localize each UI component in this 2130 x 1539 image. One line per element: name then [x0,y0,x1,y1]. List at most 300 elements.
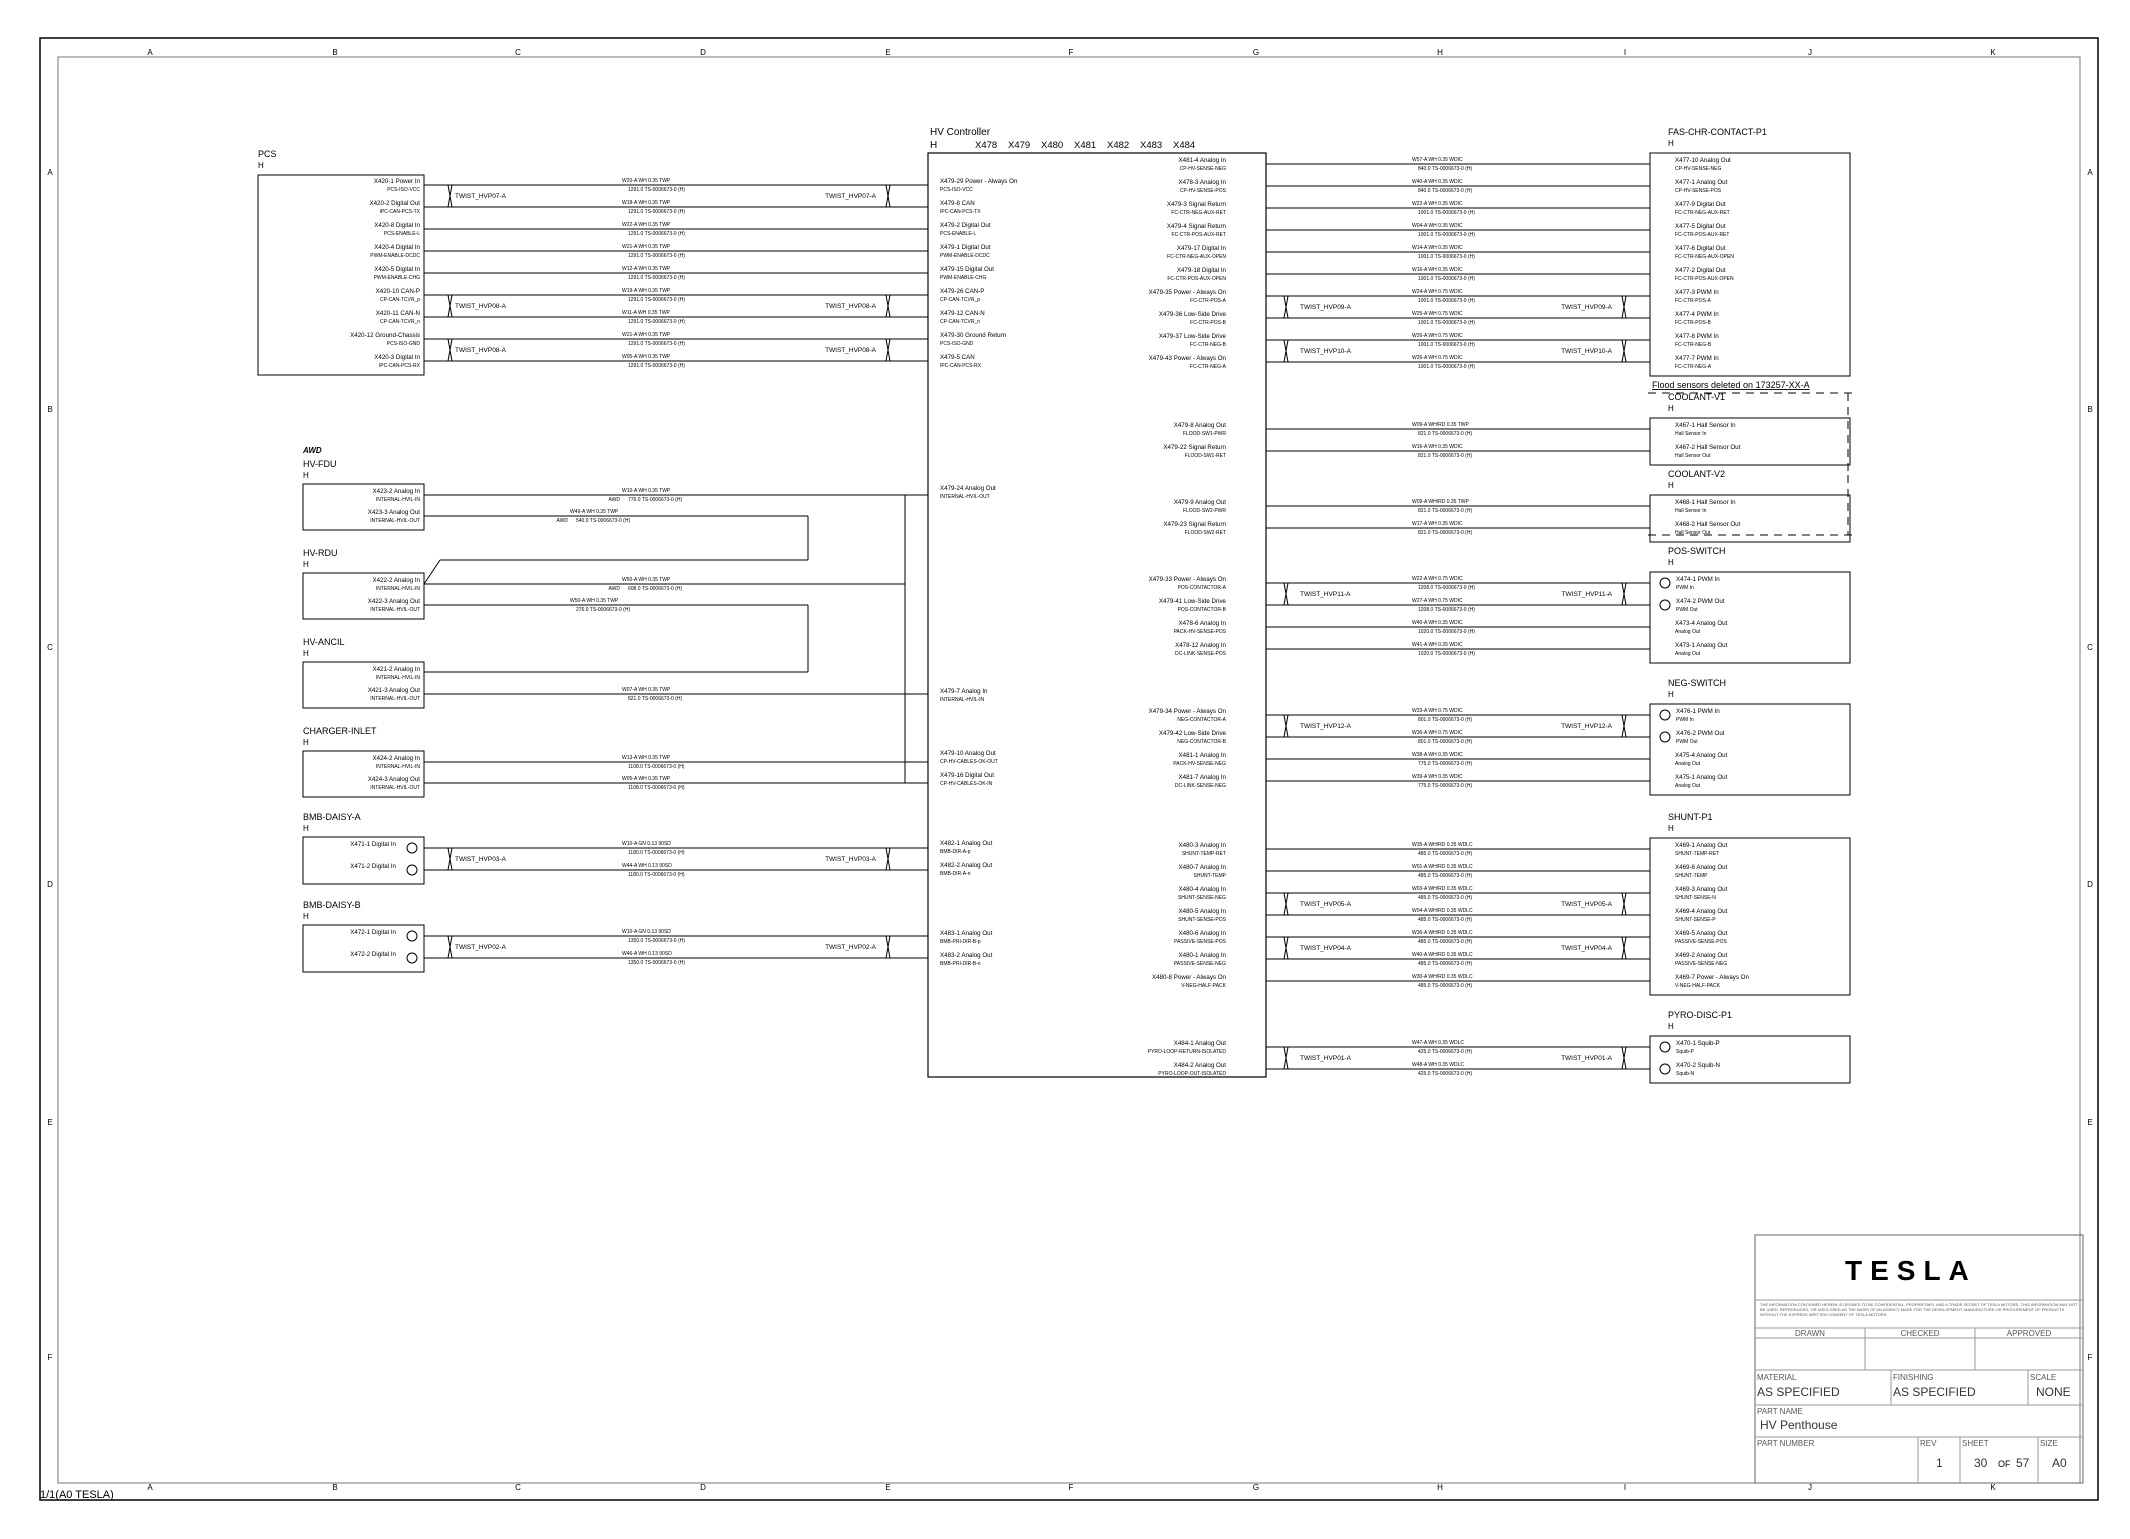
connector-X484: X484 [1173,140,1196,151]
pin-signal: Hall Sensor In [1675,431,1707,437]
connector-X482: X482 [1107,140,1130,151]
wire-part: 540.0 TS-0006673-0 (H) [576,518,631,524]
component-name: COOLANT-V1 [1668,392,1726,402]
wire-code: W16-A WH 0.35 WDIC [1412,267,1463,273]
zone-col-top-D: D [700,48,706,57]
pin-signal: FC-CTR-NEG-B [1675,342,1712,348]
wire-code: W12-A WH 0.35 TWP [622,266,671,272]
wire-code: W40-A WH/RD 0.35 WDLC [1412,952,1473,958]
hvc-left-pin-signal: INTERNAL-HVIL-OUT [940,494,990,500]
hvc-left-pin-name: X479-2 Digital Out [940,222,991,229]
zone-col-bottom-D: D [700,1483,706,1492]
twist-label: TWIST_HVP12-A [1561,723,1612,730]
part-number-label: PART NUMBER [1757,1439,1815,1448]
zone-row-left-C: C [47,643,53,652]
wire-part: 1180.0 TS-0006673-0 (H) [628,850,685,856]
component-coolant-v1 [1650,392,1850,465]
zone-col-bottom-F: F [1068,1483,1074,1492]
finishing-label: FINISHING [1893,1373,1934,1382]
wires [424,157,1650,1077]
wire-code: W21-A WH 0.35 TWP [622,244,671,250]
wire-part: 1291.0 TS-0006673-0 (H) [628,209,685,215]
zone-col-top-C: C [515,48,521,57]
pin-name: X477-8 PWM In [1675,333,1719,340]
wire-part: 1208.0 TS-0006673-0 (H) [1418,607,1475,613]
wire-part: 821.0 TS-0006673-0 (H) [1418,508,1473,514]
pin-signal: CP-HV-SENSE-POS [1675,188,1722,194]
component-pos-switch [1650,546,1850,663]
pin-signal: CP-CAN-TCVR_n [379,319,420,325]
component-coolant-v2 [1650,469,1850,542]
wire-part: 1291.0 TS-0006673-0 (H) [628,187,685,193]
hvc-right-pin-signal: SHUNT-SENSE-NEG [1177,895,1226,901]
hvc-left-pin-name: X482-1 Analog Out [940,840,993,847]
pin-name: X474-2 PWM Out [1676,598,1725,605]
wire-part: 1108.0 TS-0006673-0 (H) [628,785,685,791]
hvc-right-pin-name: X479-35 Power - Always On [1148,289,1226,296]
pin-signal: INTERNAL-HVIL-OUT [370,785,420,791]
zone-col-top-A: A [147,48,153,57]
pin-signal: SHUNT-SENSE-N [1675,895,1716,901]
wire-code: W33-A WH 0.75 WDIC [1412,708,1463,714]
wire-part: 1350.0 TS-0006673-0 (H) [628,960,685,966]
hvc-left-pin-signal: BMB-DIR-A-n [940,871,971,877]
wire-part: 821.0 TS-0006673-0 (H) [1418,530,1473,536]
hvc-left-pin-name: X483-1 Analog Out [940,930,993,937]
outer-frame [40,38,2098,1500]
pin-signal: SHUNT-SENSE-P [1675,917,1716,923]
hvc-left-pin-signal: CP-HV-CABLES-OK-IN [940,781,993,787]
pin-signal: PWM In [1676,717,1694,723]
hvc-left-pin-signal: INTERNAL-HVIL-IN [940,697,985,703]
hvc-right-pin-name: X479-34 Power - Always On [1148,708,1226,715]
hv-controller-block [928,127,1266,1077]
hvc-right-pin-name: X479-41 Low-Side Drive [1158,598,1226,605]
hvc-left-pin-signal: PCS-ENABLE-L [940,231,977,237]
hvc-right-pin-signal: NEG-CONTACTOR-A [1177,717,1226,723]
pin-signal: Squib-N [1676,1071,1695,1077]
pin-name: X477-7 PWM In [1675,355,1719,362]
pin-signal: PWM Out [1676,739,1698,745]
pin-name: X477-2 Digital Out [1675,267,1726,274]
connector-X479: X479 [1008,140,1031,151]
pin-terminal-circle [1660,1064,1670,1074]
component-name: HV-RDU [303,548,338,558]
hvc-right-pin-name: X479-36 Low-Side Drive [1158,311,1226,318]
wire-code: W07-A WH 0.35 TWP [622,687,671,693]
approved-label: APPROVED [2006,1329,2052,1338]
twist-label: TWIST_HVP09-A [1561,304,1612,311]
wire-code: W04-A WH 0.35 WDIC [1412,223,1463,229]
component-charger-inlet [303,726,424,797]
pin-name: X420-11 CAN-N [375,310,420,317]
inner-frame [58,57,2080,1483]
wire-part: 821.0 TS-0006673-0 (H) [1418,431,1473,437]
twist-label: TWIST_HVP02-A [825,944,876,951]
pin-name: X477-3 PWM In [1675,289,1719,296]
hvc-left-pin-signal: PCS-ISO-GND [940,341,974,347]
twist-label: TWIST_HVP03-A [455,856,506,863]
wire-code: W10-A GN 0.13 90SD [622,841,671,847]
wire-code: W20-A WH 0.35 TWP [622,178,671,184]
pin-name: X473-4 Analog Out [1675,620,1728,627]
pin-signal: PCS-ISO-VCC [387,187,420,193]
component-name: NEG-SWITCH [1668,678,1726,688]
zone-col-bottom-I: I [1623,1483,1627,1492]
zone-row-left-B: B [47,405,53,414]
hvc-right-pin-name: X479-22 Signal Return [1163,444,1226,451]
component-bmb-daisy-b [303,900,424,972]
wire-part: 485.0 TS-0006673-0 (H) [1418,895,1473,901]
twist-label: TWIST_HVP02-A [455,944,506,951]
zone-col-bottom-G: G [1252,1483,1260,1492]
wire-part: 1001.0 TS-0006673-0 (H) [1418,298,1475,304]
pin-name: X469-3 Analog Out [1675,886,1728,893]
pin-signal: INTERNAL-HVIL-IN [375,675,420,681]
hvc-right-pin-signal: POS-CONTACTOR-B [1177,607,1226,613]
hvc-right-pin-name: X480-7 Analog In [1178,864,1226,871]
finishing-value: AS SPECIFIED [1893,1385,1976,1399]
hvc-right-pin-name: X479-4 Signal Return [1166,223,1226,230]
wire-part: 1108.0 TS-0006673-0 (H) [628,764,685,770]
hvc-right-pin-signal: FC-CTR-NEG-AUX-RET [1171,210,1226,216]
rev-value: 1 [1936,1456,1943,1470]
wire-part: 485.0 TS-0006673-0 (H) [1418,851,1473,857]
pin-name: X469-5 Analog Out [1675,930,1728,937]
hvc-right-pin-signal: FC-CTR-NEG-AUX-OPEN [1167,254,1226,260]
wire-part: 485.0 TS-0006673-0 (H) [1418,873,1473,879]
pin-name: X467-2 Hall Sensor Out [1675,444,1741,451]
size-label: SIZE [2040,1439,2058,1448]
hvc-right-pin-name: X478-12 Analog In [1175,642,1226,649]
hvc-right-pin-name: X480-1 Analog In [1178,952,1226,959]
size-value: A0 [2052,1456,2067,1470]
hvc-right-pin-name: X479-37 Low-Side Drive [1158,333,1226,340]
hvc-left-pin-name: X479-1 Digital Out [940,244,991,251]
pin-name: X477-6 Digital Out [1675,245,1726,252]
pin-signal: INTERNAL-HVIL-IN [375,586,420,592]
component-sub: H [303,912,309,921]
component-sub: H [1668,404,1674,413]
hvc-left-pin-name: X479-26 CAN-P [940,288,985,295]
zone-col-bottom-B: B [332,1483,338,1492]
hvc-right-pin-signal: NEG-CONTACTOR-B [1177,739,1226,745]
pin-signal: INTERNAL-HVIL-IN [375,764,420,770]
wire-code: W26-A WH 0.75 WDIC [1412,333,1463,339]
hvc-left-pin-signal: CP-HV-CABLES-OK-OUT [940,759,998,765]
hvc-right-pin-signal: FLOOD-SW2-PWR [1182,508,1226,514]
hvc-left-pin-signal: PWM-ENABLE-CHG [940,275,987,281]
component-sub: H [1668,558,1674,567]
hvc-right-pin-signal: FC-CTR-POS-A [1190,298,1226,304]
component-name: CHARGER-INLET [303,726,377,736]
zone-col-bottom-C: C [515,1483,521,1492]
component-hv-rdu [303,548,424,619]
zone-col-bottom-H: H [1437,1483,1443,1492]
zone-col-bottom-E: E [885,1483,891,1492]
hvc-right-pin-name: X479-42 Low-Side Drive [1158,730,1226,737]
wire-code: W24-A WH 0.75 WDIC [1412,289,1463,295]
pin-name: X420-1 Power In [373,178,420,185]
hvc-left-pin-name: X479-16 Digital Out [940,772,994,779]
hvc-right-pin-signal: SHUNT-SENSE-POS [1178,917,1226,923]
pin-terminal-circle [1660,1042,1670,1052]
hvc-right-pin-name: X479-8 Analog Out [1173,422,1226,429]
wire-part: 1001.0 TS-0006673-0 (H) [1418,276,1475,282]
hvc-right-pin-name: X480-3 Analog In [1178,842,1226,849]
twist-label: TWIST_HVP12-A [1300,723,1351,730]
wire-part: 1208.0 TS-0006673-0 (H) [1418,585,1475,591]
hvc-right-pin-signal: PYRO-LOOP-RETURN-ISOLATED [1147,1049,1226,1055]
hvc-right-pin-signal: V-NEG-HALF-PACK [1181,983,1226,989]
zone-row-left-F: F [47,1353,53,1362]
hvc-right-pin-signal: PASSIVE-SENSE-NEG [1173,961,1226,967]
component-name: POS-SWITCH [1668,546,1726,556]
pin-signal: INTERNAL-HVIL-IN [375,497,420,503]
pin-signal: INTERNAL-HVIL-OUT [370,518,420,524]
component-name: SHUNT-P1 [1668,812,1713,822]
hv-controller-left-pins [940,178,1018,967]
hvc-right-pin-signal: FLOOD-SW2-RET [1184,530,1226,536]
pin-signal: IPC-CAN-PCS-TX [379,209,420,215]
component-neg-switch [1650,678,1850,795]
scale-label: SCALE [2030,1373,2057,1382]
pin-name: X470-1 Squib-P [1676,1040,1720,1047]
twist-label: TWIST_HVP01-A [1561,1055,1612,1062]
hvc-right-pin-signal: FC-CTR-NEG-A [1189,364,1226,370]
pin-name: X471-2 Digital In [350,863,396,870]
hvc-left-pin-signal: IPC-CAN-PCS-TX [940,209,981,215]
wire-part: 1291.0 TS-0006673-0 (H) [628,275,685,281]
wire-code: W46-A WH 0.13 90SD [622,951,672,957]
hvc-right-pin-signal: PACK-HV-SENSE-NEG [1173,761,1226,767]
pin-name: X470-2 Squib-N [1676,1062,1721,1069]
twist-label: TWIST_HVP05-A [1300,901,1351,908]
wire-code: W27-A WH 0.75 WDIC [1412,598,1463,604]
twist-label: TWIST_HVP07-A [825,193,876,200]
wire-part: 485.0 TS-0006673-0 (H) [1418,939,1473,945]
right-components [1650,127,1850,1083]
wire-code: W26-A WH 0.75 WDIC [1412,355,1463,361]
connector-X481: X481 [1074,140,1097,151]
pin-name: X420-3 Digital In [374,354,420,361]
pin-name: X476-2 PWM Out [1676,730,1725,737]
wire-part: 1001.0 TS-0006673-0 (H) [1418,210,1475,216]
wire-part: 425.0 TS-0006673-0 (H) [1418,1071,1473,1077]
twist-label: TWIST_HVP11-A [1300,591,1351,598]
pin-signal: FC-CTR-NEG-A [1675,364,1712,370]
hvc-right-pin-signal: FLOOD-SW1-PWR [1182,431,1226,437]
drawn-label: DRAWN [1795,1329,1825,1338]
title-block [1755,1235,2083,1483]
component-name: PCS [258,149,277,159]
pin-name: X469-7 Power - Always On [1675,974,1749,981]
pin-signal: IPC-CAN-PCS-RX [378,363,420,369]
wire-code: W09-A WH/RD 0.35 TWP [1412,499,1469,505]
hvc-left-pin-name: X483-2 Analog Out [940,952,993,959]
pin-signal: PWM In [1676,585,1694,591]
pin-name: X424-3 Analog Out [367,776,420,783]
pin-signal: FC-CTR-POS-AUX-RET [1675,232,1730,238]
component-fas-chr-contact-p1 [1650,127,1850,376]
wire-code: W21-A WH 0.35 TWP [622,332,671,338]
hvc-left-pin-signal: BMB-PRI-DIR-B-p [940,939,981,945]
checked-label: CHECKED [1900,1329,1940,1338]
material-label: MATERIAL [1757,1373,1797,1382]
connector-X480: X480 [1041,140,1064,151]
hvc-right-pin-name: X480-6 Analog In [1178,930,1226,937]
left-components [258,149,424,972]
tesla-logo: TESLA [1845,1255,1977,1286]
wire-part: 1001.0 TS-0006673-0 (H) [1418,320,1475,326]
zone-markers [47,48,2093,1492]
zone-col-top-J: J [1808,48,1812,57]
pin-signal: FC-CTR-POS-AUX-OPEN [1675,276,1734,282]
hvc-right-pin-name: X480-4 Analog In [1178,886,1226,893]
pin-signal: Analog Out [1675,761,1701,767]
pin-signal: SHUNT-TEMP [1675,873,1708,879]
component-name: BMB-DAISY-B [303,900,361,910]
wire-code: W01-A WH/RD 0.35 WDLC [1412,864,1473,870]
hvc-left-pin-signal: CP-CAN-TCVR_n [940,319,981,325]
zone-row-right-C: C [2087,643,2093,652]
component-sub: H [1668,139,1674,148]
component-name: HV-ANCIL [303,637,345,647]
wire-code: W50-A WH 0.35 TWP [570,598,619,604]
pin-signal: Squib-P [1676,1049,1694,1055]
wire-code: W16-A WH 0.35 WDIC [1412,444,1463,450]
hvc-right-pin-name: X484-1 Analog Out [1173,1040,1226,1047]
hvc-left-pin-name: X479-5 CAN [940,354,975,361]
component-sub: H [303,738,309,747]
zone-col-top-I: I [1623,48,1627,57]
hvc-right-pin-name: X479-17 Digital In [1176,245,1226,252]
hv-controller-right-pins [1148,157,1227,1077]
pin-signal: FC-CTR-POS-B [1675,320,1711,326]
part-name-label: PART NAME [1757,1407,1803,1416]
hv-controller-sub: H [930,140,938,151]
wire-code: W48-A WH 0.35 WDLC [1412,1062,1464,1068]
wire-code: W36-A WH 0.75 WDIC [1412,730,1463,736]
pin-name: X468-2 Hall Sensor Out [1675,521,1741,528]
pin-signal: CP-CAN-TCVR_p [379,297,420,303]
pin-signal: SHUNT-TEMP-RET [1675,851,1720,857]
zone-col-top-K: K [1990,48,1996,57]
hvc-right-pin-signal: SHUNT-TEMP [1193,873,1226,879]
hvc-right-pin-signal: FLOOD-SW1-RET [1184,453,1226,459]
wire-hvil-loop [424,560,440,584]
wire-part: 801.0 TS-0006673-0 (H) [1418,717,1473,723]
wire-part: 1291.0 TS-0006673-0 (H) [628,231,685,237]
hvc-right-pin-name: X481-4 Analog In [1178,157,1226,164]
pin-name: X469-4 Analog Out [1675,908,1728,915]
pin-signal: PASSIVE-SENSE-POS [1675,939,1727,945]
wire-code: W05-A WH 0.35 TWP [622,776,671,782]
confidential-notice: THE INFORMATION CONTAINED HEREIN IS DEEMED TO BE CONFIDENTIAL, PROPRIETARY, AND A TRADE SECRET OF TESLA MOTORS. THIS INFORMATION MAY NOT BE USED, REPRODUCED, OR DISCLOSED AS THE BASIS OF AN AGENCY MADE FOR THE DEVELOPMENT, MANUFACTURE OR PROCUREMENT OF PRODUCTS WITHOUT THE EXPRESS WRITTEN CONSENT OF TESLA MOTORS. [1760,1302,2078,1317]
zone-col-top-B: B [332,48,338,57]
component-shunt-p1 [1650,812,1850,995]
hvc-left-pin-signal: PWM-ENABLE-DCDC [940,253,990,259]
pin-name: X422-3 Analog Out [367,598,420,605]
sheet-label: SHEET [1962,1439,1989,1448]
pin-signal: FC-CTR-NEG-AUX-OPEN [1675,254,1734,260]
wire-part: 425.0 TS-0006673-0 (H) [1418,1049,1473,1055]
twist-label: TWIST_HVP09-A [1300,304,1351,311]
hv-controller-connector-list [975,140,1195,151]
pin-signal: PWM Out [1676,607,1698,613]
hvc-right-pin-name: X484-2 Analog Out [1173,1062,1226,1069]
wire-code: W18-A WH 0.35 TWP [622,200,671,206]
pin-signal: CP-HV-SENSE-NEG [1675,166,1722,172]
wire-code: W41-A WH 0.35 WDIC [1412,642,1463,648]
hvc-left-pin-name: X479-8 CAN [940,200,975,207]
wire-code: W44-A WH 0.13 90SD [622,863,672,869]
pin-signal: PWM-ENABLE-CHG [373,275,420,281]
twist-label: TWIST_HVP04-A [1300,945,1351,952]
wire-part: 1020.0 TS-0006673-0 (H) [1418,629,1475,635]
wire-code: W19-A WH 0.35 TWP [622,288,671,294]
twist-label: TWIST_HVP03-A [825,856,876,863]
hvc-right-pin-name: X480-8 Power - Always On [1152,974,1226,981]
component-name: BMB-DAISY-A [303,812,361,822]
wire-part: 1001.0 TS-0006673-0 (H) [1418,232,1475,238]
hvc-right-pin-signal: PACK-HV-SENSE-POS [1173,629,1226,635]
pin-name: X422-2 Analog In [372,577,420,584]
wire-code: W57-A WH 0.35 WDIC [1412,157,1463,163]
hvc-right-pin-signal: CP-HV-SENSE-NEG [1179,166,1226,172]
wire-part: 1291.0 TS-0006673-0 (H) [628,297,685,303]
component-sub: H [258,161,264,170]
wire-part: 485.0 TS-0006673-0 (H) [1418,961,1473,967]
connector-X483: X483 [1140,140,1163,151]
wire-code: W10-A WH 0.35 TWP [622,488,671,494]
wire-part: 485.0 TS-0006673-0 (H) [1418,917,1473,923]
zone-col-top-E: E [885,48,891,57]
pin-name: X420-2 Digital Out [369,200,420,207]
pin-name: X420-12 Ground-Chassis [350,332,420,339]
wire-code: W47-A WH 0.35 WDLC [1412,1040,1464,1046]
pin-signal: FC-CTR-POS-A [1675,298,1711,304]
wire-code: W38-A WH 0.35 WDIC [1412,752,1463,758]
wire-code: W14-A WH 0.35 WDIC [1412,245,1463,251]
wire-part: 1291.0 TS-0006673-0 (H) [628,363,685,369]
hvc-left-pin-signal: CP-CAN-TCVR_p [940,297,981,303]
hvc-left-pin-signal: PCS-ISO-VCC [940,187,973,193]
wire-part: 775.0 TS-0006673-0 (H) [1418,783,1473,789]
pin-terminal-circle [1660,578,1670,588]
component-bmb-daisy-a [303,812,424,884]
hv-controller-title: HV Controller [930,127,991,138]
twist-label: TWIST_HVP05-A [1561,901,1612,908]
pin-signal: INTERNAL-HVIL-OUT [370,607,420,613]
sheet-value: 30 [1974,1456,1988,1470]
pin-terminal-circle [407,953,417,963]
wire-code: W49-A WH 0.35 TWP [570,509,619,515]
zone-col-bottom-J: J [1808,1483,1812,1492]
hvc-right-pin-signal: PASSIVE-SENSE-POS [1174,939,1226,945]
wire-code: W50-A WH 0.35 TWP [622,577,671,583]
sheet-of: OF [1998,1459,2011,1469]
zone-col-top-G: G [1252,48,1260,57]
twist-label: TWIST_HVP07-A [455,193,506,200]
wire-part: 276.0 TS-0006673-0 (H) [576,607,631,613]
wire-code: W03-A WH/RD 0.35 WDLC [1412,886,1473,892]
wire-code: W30-A WH/RD 0.35 WDLC [1412,974,1473,980]
hvc-right-pin-signal: POS-CONTACTOR-A [1177,585,1226,591]
hvc-left-pin-name: X479-29 Power - Always On [940,178,1018,185]
twist-label: TWIST_HVP01-A [1300,1055,1351,1062]
pin-signal: V-NEG-HALF-PACK [1675,983,1720,989]
